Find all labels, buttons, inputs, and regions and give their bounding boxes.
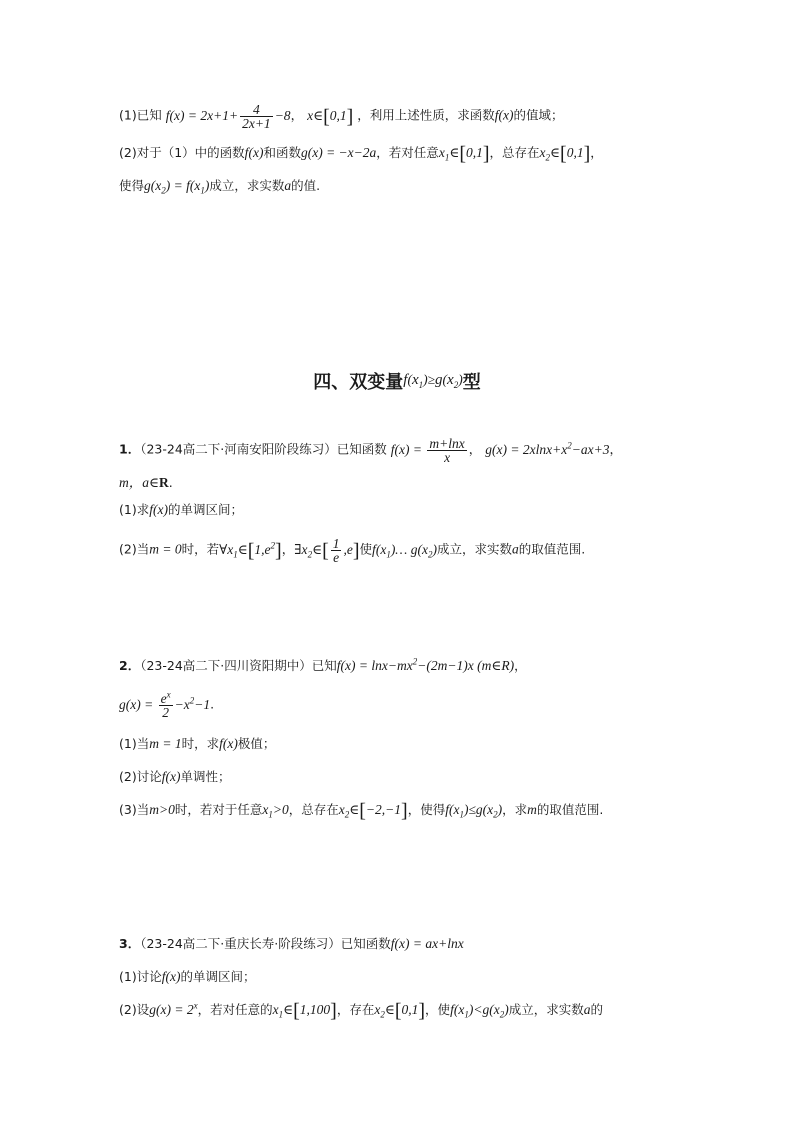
top-question-2-line2: 使得$g(x_2) = f(x_1)$成立，求实数a的值. xyxy=(119,178,321,196)
problem-1-q2: (2)当m = 0时，若$\forall x_1\in[1,e^2]$，$\exists x_2\in$[ $\frac{1}{e}$ ,e]使$f(x_1)\dots$ $g(x_2)$成立，求实数a的取值范围. xyxy=(119,536,586,565)
formula-p2-g: g(x) = $\frac{e^x}{2}$ $-x^2-1$ xyxy=(119,689,211,720)
problem-2-q2: (2)讨论f(x)单调性； xyxy=(119,769,231,784)
section-title: 四、双变量$^{f(x_1)\ge g(x_2)}$型 xyxy=(313,372,481,393)
formula-x-domain: x∈[0,1] xyxy=(307,105,354,128)
problem-1-line2: m，a∈R. xyxy=(119,475,173,490)
problem-2-q1: (1)当m = 1时，求f(x)极值； xyxy=(119,736,276,751)
formula-p3-f: f(x) = ax+lnx xyxy=(390,936,464,951)
problem-1-q1: (1)求f(x)的单调区间； xyxy=(119,502,243,517)
formula-g-definition: g(x) = −x−2a xyxy=(300,145,377,160)
formula-f-definition: f(x) = 2x+1+ $\frac{4}{2x+1}$ −8 xyxy=(165,102,291,131)
formula-p1-f: f(x) = $\frac{m+\ln x}{x}$ xyxy=(390,436,465,465)
problem-2-q3: (3)当m>0时，若对于任意$x_1>0$，总存在$x_2\in[-2,-1]$，使得$f(x_1)\le g(x_2)$，求m的取值范围. xyxy=(119,800,604,822)
formula-p1-g: $g(x) = 2xlnx+x^2-ax+3$ xyxy=(485,440,610,457)
problem-3-q2: (2)设$g(x) = 2^x$，若对任意的$x_1\in[1,100]$，存在$x_2\in[0,1]$，使$f(x_1)<g(x_2)$成立，求实数a的 xyxy=(119,1000,603,1022)
top-question-2: (2)对于（1）中的函数f(x)和函数g(x) = −x−2a，若对任意$x_1\in[0,1]$，总存在$x_2\in[0,1]$， xyxy=(119,143,603,165)
top-question-1: (1)已知 f(x) = 2x+1+ $\frac{4}{2x+1}$ −8， x∈[0,1] ，利用上述性质，求函数f(x)的值域； xyxy=(119,102,564,131)
problem-3-statement: 3．（23-24高二下·重庆长寿·阶段练习）已知函数f(x) = ax+lnx xyxy=(119,936,464,951)
formula-p2-f: $f(x) = \ln x-mx^2-(2m-1)x$ (m∈R) xyxy=(336,656,515,673)
problem-2-statement: 2．（23-24高二下·四川资阳期中）已知$f(x) = \ln x-mx^2-(2m-1)x$ (m∈R)， xyxy=(119,656,527,673)
problem-3-q1: (1)讨论f(x)的单调区间； xyxy=(119,969,256,984)
problem-2-line2: g(x) = $\frac{e^x}{2}$ $-x^2-1$. xyxy=(119,689,215,720)
problem-1-statement: 1．（23-24高二下·河南安阳阶段练习）已知函数 f(x) = $\frac{m+\ln x}{x}$ ， $g(x) = 2xlnx+x^2-ax+3$， xyxy=(119,436,623,465)
